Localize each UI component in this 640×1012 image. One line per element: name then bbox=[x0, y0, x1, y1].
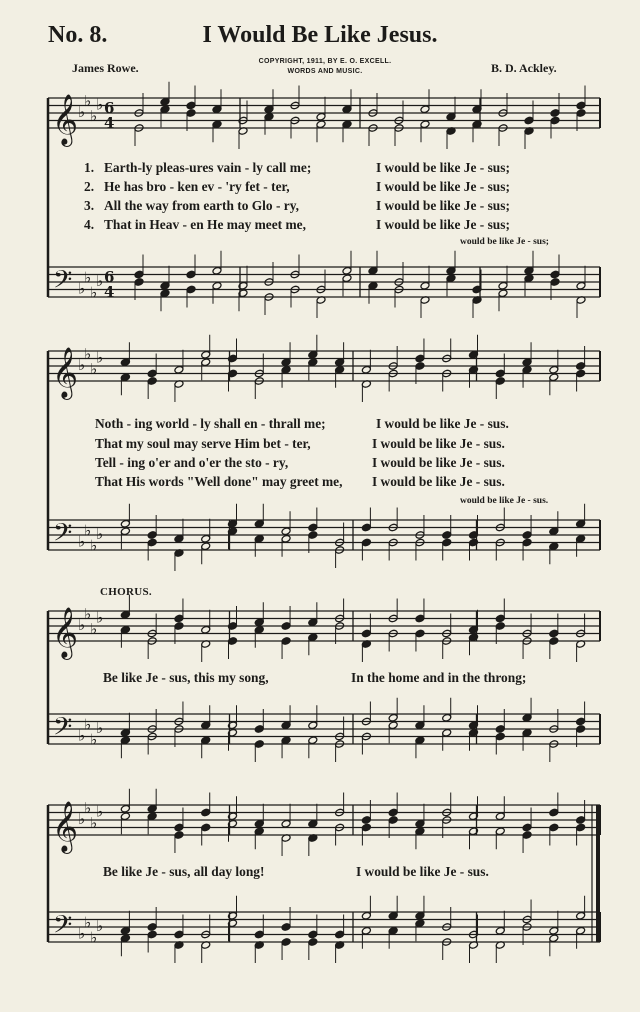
note-head bbox=[254, 625, 264, 634]
verse-lyric: I would be like Je - sus. bbox=[372, 436, 505, 451]
note-head bbox=[495, 369, 505, 378]
note-head bbox=[120, 812, 130, 821]
note-head bbox=[498, 289, 508, 298]
note-head bbox=[550, 109, 560, 118]
note-head bbox=[576, 534, 586, 543]
note-head bbox=[147, 930, 157, 939]
note-head bbox=[576, 519, 586, 528]
note-head bbox=[147, 812, 157, 821]
note-head bbox=[264, 112, 274, 121]
note-head bbox=[361, 816, 371, 825]
note-head bbox=[576, 369, 586, 378]
note-head bbox=[335, 365, 345, 374]
note-head bbox=[281, 938, 291, 947]
note-head bbox=[174, 534, 184, 543]
note-head bbox=[576, 362, 586, 371]
note-head bbox=[442, 538, 452, 547]
flat-sign: ♭ bbox=[78, 810, 86, 828]
note-head bbox=[446, 112, 456, 121]
treble-clef: 𝄞 bbox=[52, 801, 79, 852]
note-head bbox=[420, 281, 430, 290]
note-head bbox=[174, 622, 184, 631]
note-head bbox=[308, 736, 318, 745]
verse-lyric: Earth-ly pleas-ures vain - ly call me; bbox=[104, 160, 312, 175]
note-head bbox=[308, 350, 318, 359]
note-head bbox=[212, 120, 222, 129]
note-head bbox=[524, 116, 534, 125]
note-head bbox=[308, 721, 318, 730]
note-head bbox=[201, 625, 211, 634]
note-head bbox=[147, 923, 157, 932]
note-head bbox=[415, 629, 425, 638]
flat-sign: ♭ bbox=[78, 103, 86, 121]
flat-sign: ♭ bbox=[90, 619, 98, 638]
note-head bbox=[308, 523, 318, 532]
chorus-lyric: I would be like Je - sus. bbox=[356, 864, 489, 879]
note-head bbox=[281, 819, 291, 828]
note-head bbox=[368, 266, 378, 275]
note-head bbox=[415, 736, 425, 745]
note-head bbox=[147, 531, 157, 540]
verse-lyric: That His words "Well done" may greet me, bbox=[95, 474, 343, 489]
flat-sign: ♭ bbox=[78, 924, 86, 943]
note-head bbox=[212, 105, 222, 114]
note-head bbox=[254, 618, 264, 627]
note-head bbox=[120, 804, 130, 813]
note-head bbox=[524, 266, 534, 275]
note-head bbox=[420, 120, 430, 129]
flat-sign: ♭ bbox=[96, 95, 104, 114]
note-head bbox=[361, 911, 371, 920]
note-head bbox=[308, 633, 318, 642]
note-head bbox=[576, 101, 586, 110]
note-head bbox=[147, 538, 157, 547]
note-head bbox=[174, 614, 184, 623]
verse-number: 2. bbox=[84, 179, 95, 194]
note-head bbox=[415, 614, 425, 623]
note-head bbox=[495, 827, 505, 836]
note-head bbox=[186, 101, 196, 110]
note-head bbox=[281, 527, 291, 536]
bass-clef: 𝄢 bbox=[53, 910, 73, 946]
note-head bbox=[120, 373, 130, 382]
note-head bbox=[446, 266, 456, 275]
note-head bbox=[201, 736, 211, 745]
note-head bbox=[415, 354, 425, 363]
note-head bbox=[549, 823, 559, 832]
time-signature-bottom: 4 bbox=[104, 283, 115, 301]
note-head bbox=[388, 713, 398, 722]
note-head bbox=[576, 281, 586, 290]
note-head bbox=[160, 289, 170, 298]
note-head bbox=[160, 281, 170, 290]
note-head bbox=[201, 721, 211, 730]
flat-sign: ♭ bbox=[90, 928, 98, 947]
verse-lyric: I would be like Je - sus. bbox=[372, 474, 505, 489]
note-head bbox=[308, 358, 318, 367]
note-head bbox=[361, 538, 371, 547]
flat-sign: ♭ bbox=[96, 608, 104, 627]
chorus-label: CHORUS. bbox=[100, 586, 152, 598]
flat-sign: ♭ bbox=[78, 356, 86, 374]
note-head bbox=[147, 377, 157, 386]
note-head bbox=[495, 377, 505, 386]
note-head bbox=[316, 120, 326, 129]
chorus-lyric: Be like Je - sus, this my song, bbox=[103, 670, 269, 685]
note-head bbox=[368, 281, 378, 290]
verse-lyric: I would be like Je - sus; bbox=[376, 160, 510, 175]
note-head bbox=[361, 823, 371, 832]
note-head bbox=[550, 278, 560, 287]
treble-clef: 𝄞 bbox=[52, 607, 79, 658]
verse-lyric: I would be like Je - sus. bbox=[376, 416, 509, 431]
note-head bbox=[120, 519, 130, 528]
flat-sign: ♭ bbox=[90, 813, 98, 832]
flat-sign: ♭ bbox=[78, 279, 86, 298]
note-head bbox=[442, 728, 452, 737]
note-head bbox=[361, 926, 371, 935]
note-head bbox=[549, 527, 559, 536]
note-head bbox=[120, 625, 130, 634]
note-head bbox=[495, 725, 505, 734]
verse-lyric: He has bro - ken ev - 'ry fet - ter, bbox=[104, 179, 290, 194]
note-head bbox=[281, 736, 291, 745]
note-head bbox=[549, 934, 559, 943]
note-head bbox=[264, 105, 274, 114]
note-head bbox=[522, 358, 532, 367]
note-head bbox=[212, 281, 222, 290]
hymn-title: I Would Be Like Jesus. bbox=[202, 22, 438, 48]
note-head bbox=[174, 831, 184, 840]
time-signature-top: 6 bbox=[104, 268, 115, 286]
note-head bbox=[388, 926, 398, 935]
note-head bbox=[576, 816, 586, 825]
note-head bbox=[335, 358, 345, 367]
note-head bbox=[281, 622, 291, 631]
note-head bbox=[524, 274, 534, 283]
hymn-number: No. 8. bbox=[48, 22, 108, 48]
note-head bbox=[550, 116, 560, 125]
note-head bbox=[186, 109, 196, 118]
note-head bbox=[361, 523, 371, 532]
chorus-lyric: Be like Je - sus, all day long! bbox=[103, 864, 265, 879]
note-head bbox=[446, 274, 456, 283]
note-head bbox=[388, 808, 398, 817]
note-head bbox=[522, 713, 532, 722]
note-head bbox=[415, 911, 425, 920]
note-head bbox=[134, 270, 144, 279]
note-head bbox=[160, 105, 170, 114]
note-head bbox=[442, 531, 452, 540]
copyright-line: WORDS AND MUSIC. bbox=[287, 68, 363, 75]
verse-number: 3. bbox=[84, 198, 95, 213]
note-head bbox=[308, 930, 318, 939]
note-head bbox=[120, 527, 130, 536]
note-head bbox=[201, 350, 211, 359]
note-head bbox=[120, 736, 130, 745]
note-head bbox=[201, 534, 211, 543]
note-head bbox=[160, 97, 170, 106]
note-head bbox=[335, 930, 345, 939]
note-head bbox=[522, 531, 532, 540]
note-head bbox=[120, 926, 130, 935]
note-head bbox=[212, 266, 222, 275]
note-head bbox=[281, 637, 291, 646]
note-head bbox=[254, 725, 264, 734]
note-head bbox=[254, 519, 264, 528]
note-head bbox=[522, 365, 532, 374]
note-head bbox=[576, 911, 586, 920]
note-head bbox=[342, 120, 352, 129]
verse-number: 1. bbox=[84, 160, 95, 175]
note-head bbox=[495, 732, 505, 741]
composer-credit: B. D. Ackley. bbox=[491, 61, 557, 75]
flat-sign: ♭ bbox=[90, 536, 98, 555]
note-head bbox=[134, 278, 144, 287]
verse-lyric: I would be like Je - sus; bbox=[376, 217, 510, 232]
flat-sign: ♭ bbox=[96, 272, 104, 290]
bass-echo-lyric: would be like Je - sus; bbox=[460, 237, 549, 247]
note-head bbox=[201, 542, 211, 551]
note-head bbox=[308, 819, 318, 828]
note-head bbox=[498, 281, 508, 290]
note-head bbox=[174, 365, 184, 374]
bass-clef: 𝄢 bbox=[53, 265, 73, 301]
note-head bbox=[495, 622, 505, 631]
flat-sign: ♭ bbox=[90, 359, 98, 378]
note-head bbox=[576, 823, 586, 832]
note-head bbox=[254, 740, 264, 749]
verse-number: 4. bbox=[84, 217, 95, 232]
note-head bbox=[186, 285, 196, 294]
note-head bbox=[308, 618, 318, 627]
note-head bbox=[120, 728, 130, 737]
flat-sign: ♭ bbox=[84, 521, 92, 540]
note-head bbox=[549, 926, 559, 935]
note-head bbox=[254, 930, 264, 939]
verse-lyric: All the way from earth to Glo - ry, bbox=[104, 198, 299, 213]
verse-lyric: That in Heav - en He may meet me, bbox=[104, 217, 306, 232]
note-head bbox=[201, 823, 211, 832]
note-head bbox=[495, 926, 505, 935]
flat-sign: ♭ bbox=[96, 802, 104, 821]
note-head bbox=[342, 274, 352, 283]
note-head bbox=[549, 808, 559, 817]
flat-sign: ♭ bbox=[78, 616, 86, 634]
note-head bbox=[549, 637, 559, 646]
note-head bbox=[316, 112, 326, 121]
note-head bbox=[308, 938, 318, 947]
note-head bbox=[550, 270, 560, 279]
note-head bbox=[281, 721, 291, 730]
note-head bbox=[201, 358, 211, 367]
note-head bbox=[388, 721, 398, 730]
note-head bbox=[576, 926, 586, 935]
note-head bbox=[174, 823, 184, 832]
note-head bbox=[415, 827, 425, 836]
note-head bbox=[342, 105, 352, 114]
flat-sign: ♭ bbox=[96, 525, 104, 543]
note-head bbox=[415, 362, 425, 371]
flat-sign: ♭ bbox=[90, 730, 98, 749]
note-head bbox=[254, 534, 264, 543]
note-head bbox=[174, 930, 184, 939]
time-signature-top: 6 bbox=[104, 99, 115, 117]
bass-clef: 𝄢 bbox=[53, 518, 73, 554]
verse-lyric: I would be like Je - sus. bbox=[372, 455, 505, 470]
flat-sign: ♭ bbox=[84, 91, 92, 110]
note-head bbox=[495, 614, 505, 623]
flat-sign: ♭ bbox=[84, 913, 92, 932]
flat-sign: ♭ bbox=[78, 532, 86, 551]
note-head bbox=[281, 923, 291, 932]
flat-sign: ♭ bbox=[90, 283, 98, 302]
flat-sign: ♭ bbox=[84, 604, 92, 623]
lyricist-credit: James Rowe. bbox=[72, 61, 139, 75]
treble-clef: 𝄞 bbox=[52, 94, 79, 145]
note-head bbox=[442, 713, 452, 722]
bass-clef: 𝄢 bbox=[53, 712, 73, 748]
flat-sign: ♭ bbox=[84, 268, 92, 287]
note-head bbox=[549, 365, 559, 374]
verse-lyric: I would be like Je - sus; bbox=[376, 179, 510, 194]
note-head bbox=[147, 804, 157, 813]
note-head bbox=[549, 373, 559, 382]
note-head bbox=[522, 831, 532, 840]
flat-sign: ♭ bbox=[96, 719, 104, 737]
note-head bbox=[281, 365, 291, 374]
flat-sign: ♭ bbox=[78, 726, 86, 745]
verse-lyric: Tell - ing o'er and o'er the sto - ry, bbox=[95, 455, 289, 470]
flat-sign: ♭ bbox=[96, 348, 104, 367]
note-head bbox=[522, 823, 532, 832]
note-head bbox=[415, 919, 425, 928]
note-head bbox=[549, 542, 559, 551]
note-head bbox=[254, 819, 264, 828]
copyright-line: COPYRIGHT, 1911, BY E. O. EXCELL. bbox=[258, 58, 392, 65]
note-head bbox=[281, 358, 291, 367]
note-head bbox=[361, 365, 371, 374]
note-head bbox=[201, 808, 211, 817]
note-head bbox=[147, 369, 157, 378]
verse-lyric: That my soul may serve Him bet - ter, bbox=[95, 436, 311, 451]
chorus-lyric: In the home and in the throng; bbox=[351, 670, 527, 685]
note-head bbox=[495, 812, 505, 821]
note-head bbox=[549, 629, 559, 638]
note-head bbox=[120, 934, 130, 943]
flat-sign: ♭ bbox=[84, 798, 92, 817]
bass-echo-lyric: would be like Je - sus. bbox=[460, 496, 549, 506]
treble-clef: 𝄞 bbox=[52, 347, 79, 398]
note-head bbox=[415, 721, 425, 730]
note-head bbox=[420, 105, 430, 114]
note-head bbox=[361, 629, 371, 638]
note-head bbox=[415, 819, 425, 828]
note-head bbox=[522, 728, 532, 737]
note-head bbox=[342, 266, 352, 275]
flat-sign: ♭ bbox=[90, 106, 98, 125]
flat-sign: ♭ bbox=[84, 344, 92, 363]
note-head bbox=[388, 816, 398, 825]
note-head bbox=[576, 725, 586, 734]
flat-sign: ♭ bbox=[84, 715, 92, 734]
note-head bbox=[576, 717, 586, 726]
note-head bbox=[186, 270, 196, 279]
note-head bbox=[308, 531, 318, 540]
note-head bbox=[281, 534, 291, 543]
note-head bbox=[254, 827, 264, 836]
note-head bbox=[120, 610, 130, 619]
note-head bbox=[120, 358, 130, 367]
note-head bbox=[388, 911, 398, 920]
flat-sign: ♭ bbox=[96, 917, 104, 935]
time-signature-bottom: 4 bbox=[104, 114, 115, 132]
verse-lyric: I would be like Je - sus; bbox=[376, 198, 510, 213]
note-head bbox=[576, 109, 586, 118]
note-head bbox=[522, 538, 532, 547]
verse-lyric: Noth - ing world - ly shall en - thrall me; bbox=[95, 416, 326, 431]
